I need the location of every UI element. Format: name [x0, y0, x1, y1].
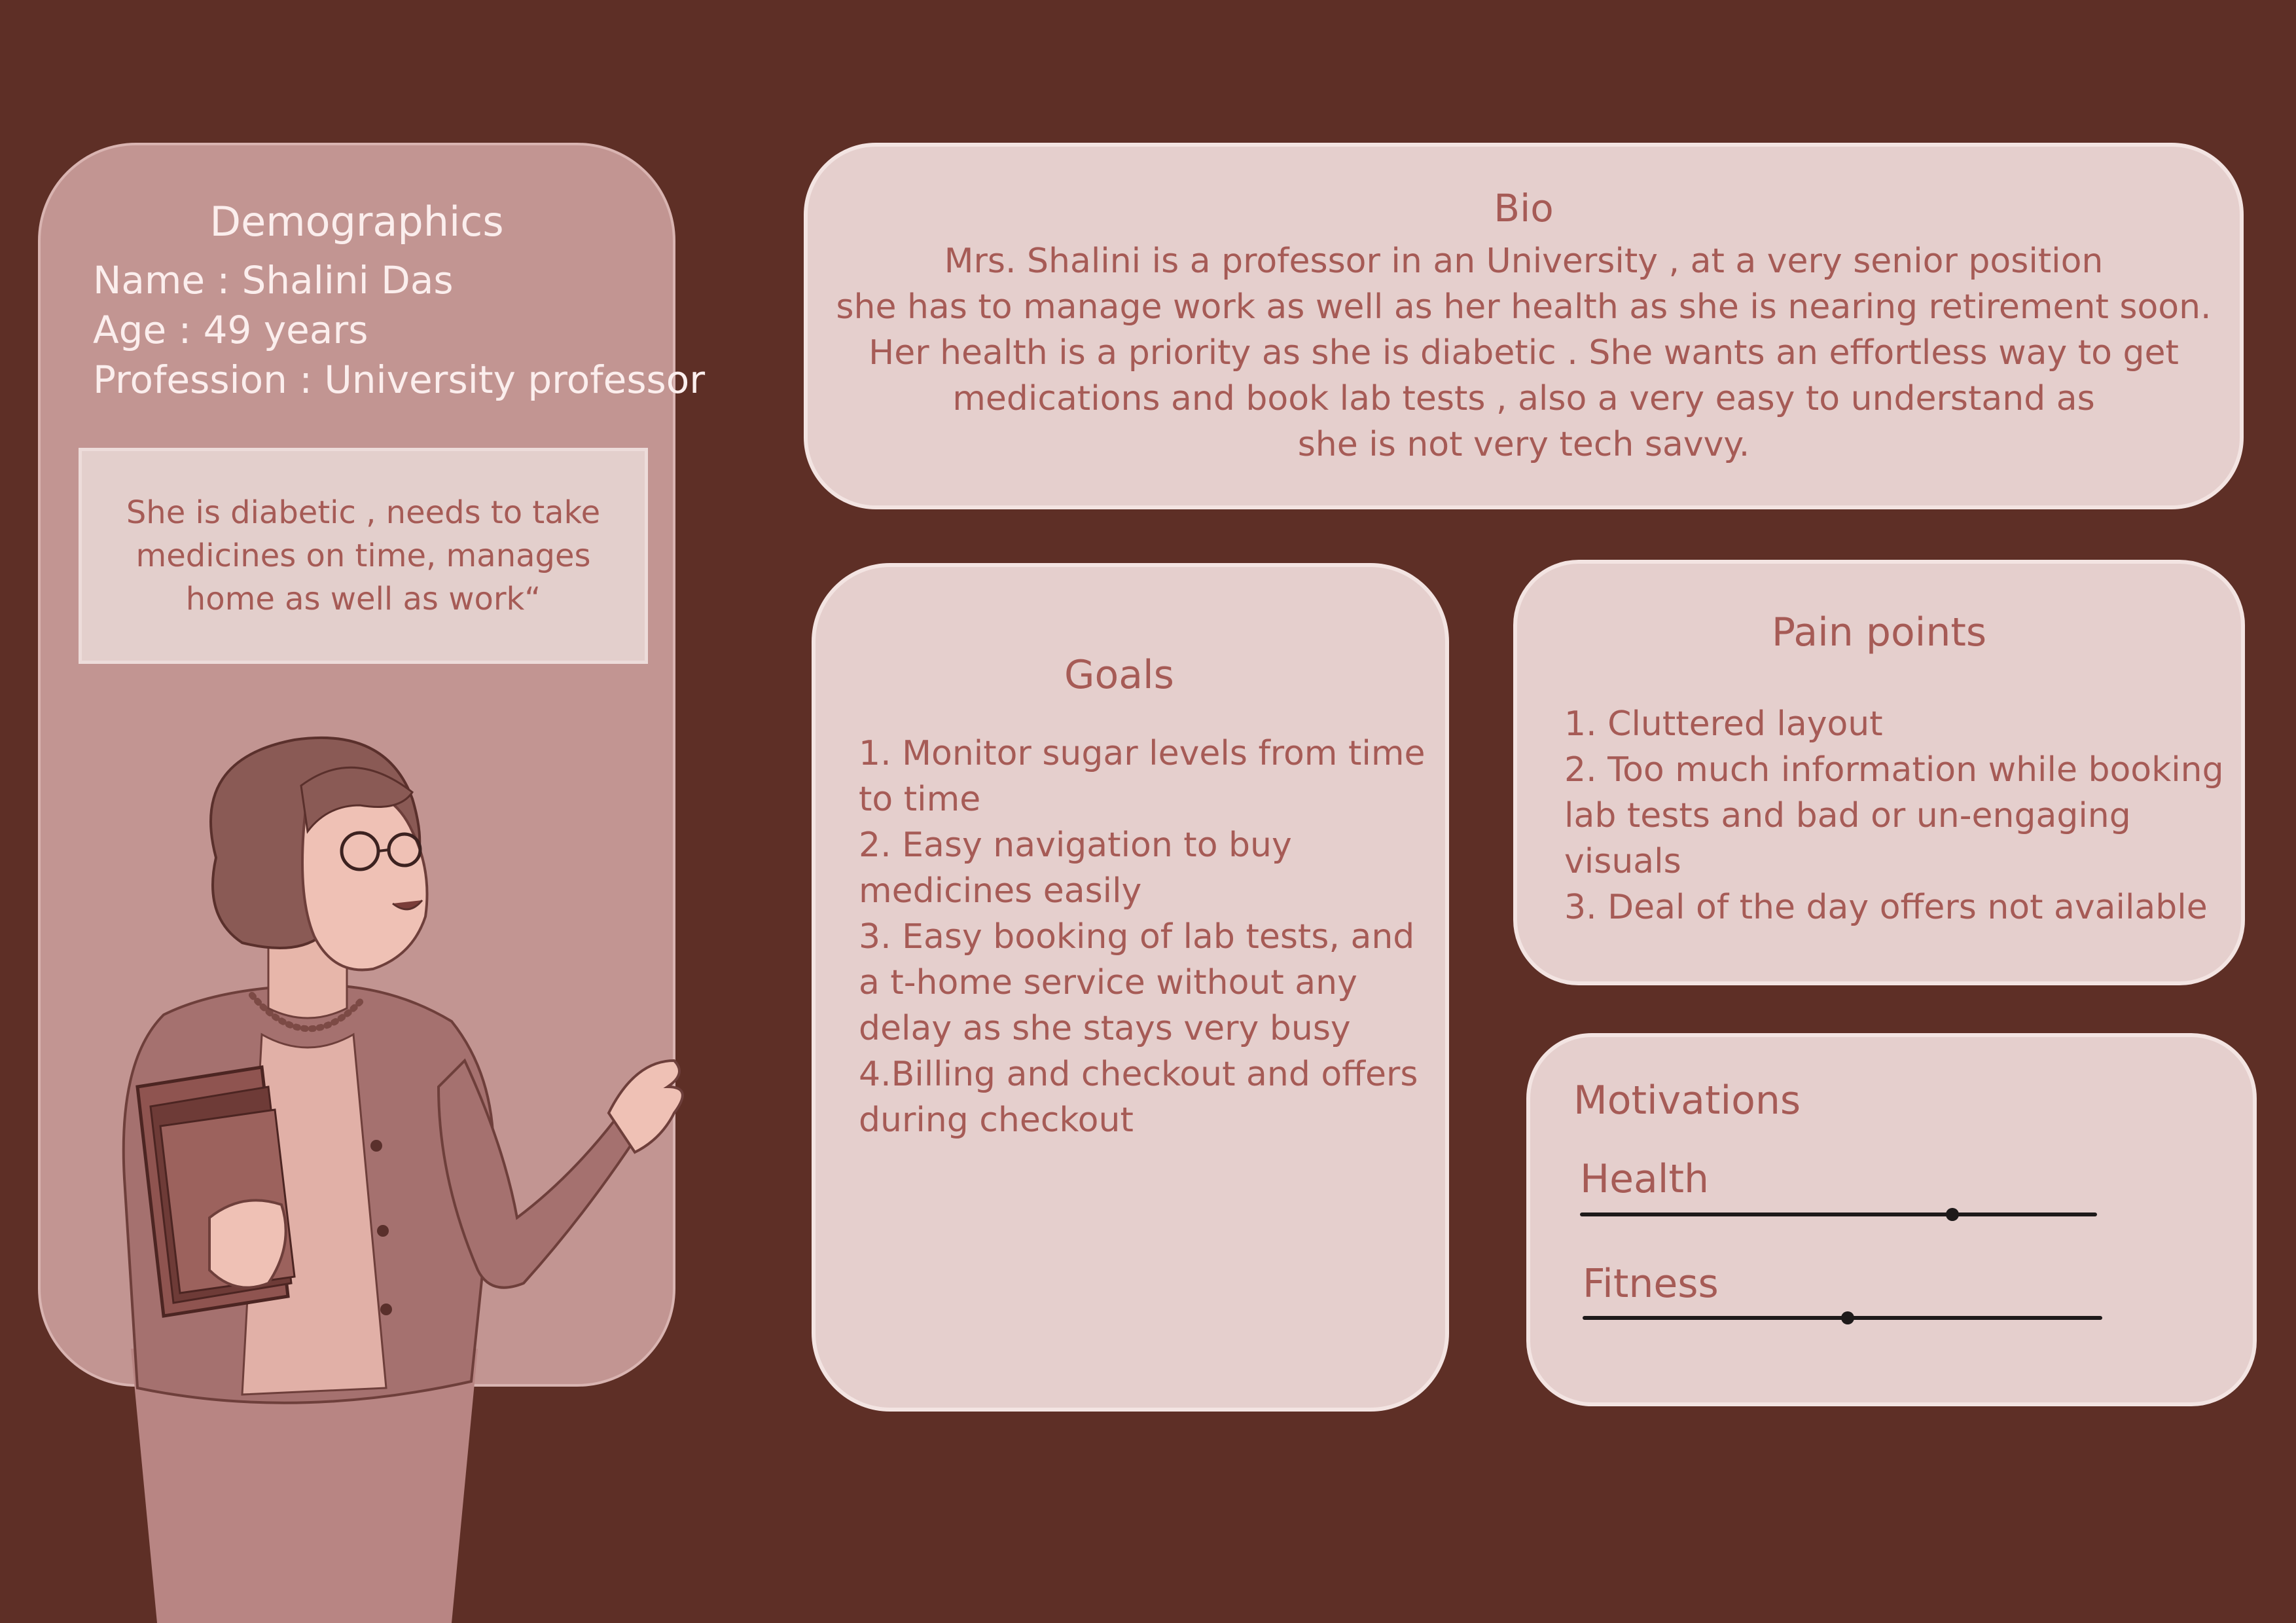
goal-item: 4.Billing and checkout and offers during checkout	[859, 1055, 1418, 1140]
fitness-slider[interactable]	[1583, 1316, 2102, 1321]
demographics-profession: Profession : University professor	[93, 357, 706, 402]
button-shape	[380, 1304, 392, 1315]
demographics-title: Demographics	[209, 198, 504, 246]
bio-line: she has to manage work as well as her health as she is nearing retirement soon.	[836, 287, 2212, 327]
motivations-card	[1526, 1033, 2257, 1406]
pain-point-item: 3. Deal of the day offers not available	[1564, 888, 2208, 927]
slider-knob[interactable]	[1946, 1208, 1959, 1221]
motivation-label-health: Health	[1580, 1156, 1710, 1202]
goals-list	[859, 731, 1435, 1143]
goal-item: 1. Monitor sugar levels from time to time	[859, 734, 1426, 819]
bio-line: Her health is a priority as she is diabetic . She wants an effortless way to get	[869, 333, 2179, 373]
glasses-bridge-shape	[378, 850, 389, 851]
pain-points-list	[1564, 701, 2245, 930]
goals-title: Goals	[1064, 652, 1174, 698]
bio-text	[808, 238, 2240, 467]
persona-quote-text: She is diabetic , needs to take medicines on time, manages home as well as work“	[126, 494, 601, 617]
health-slider[interactable]	[1580, 1213, 2097, 1218]
left-hand-shape	[209, 1200, 286, 1287]
goals-card	[812, 563, 1449, 1412]
pain-points-card	[1513, 560, 2245, 985]
button-shape	[377, 1225, 389, 1237]
slider-track	[1580, 1213, 2097, 1216]
demographics-age: Age : 49 years	[93, 308, 368, 352]
pain-point-item: 2. Too much information while booking lab tests and bad or un-engaging visuals	[1564, 750, 2224, 881]
bio-card	[804, 143, 2244, 509]
pain-point-item: 1. Cluttered layout	[1564, 704, 1883, 744]
motivation-label-fitness: Fitness	[1583, 1261, 1719, 1307]
goal-item: 3. Easy booking of lab tests, and a t-home service without any delay as she stays very busy	[859, 917, 1415, 1048]
bio-title: Bio	[1494, 186, 1554, 230]
slider-knob[interactable]	[1841, 1311, 1854, 1324]
button-shape	[370, 1140, 382, 1152]
bio-line: medications and book lab tests , also a very easy to understand as	[952, 379, 2095, 418]
demographics-name: Name : Shalini Das	[93, 258, 454, 302]
persona-quote	[79, 448, 648, 664]
bio-line: she is not very tech savvy.	[1297, 425, 1750, 464]
teacher-illustration	[46, 720, 700, 1623]
motivations-title: Motivations	[1573, 1078, 1801, 1123]
bio-line: Mrs. Shalini is a professor in an University , at a very senior position	[944, 242, 2104, 281]
pain-points-title: Pain points	[1771, 610, 1987, 655]
goal-item: 2. Easy navigation to buy medicines easily	[859, 826, 1292, 911]
